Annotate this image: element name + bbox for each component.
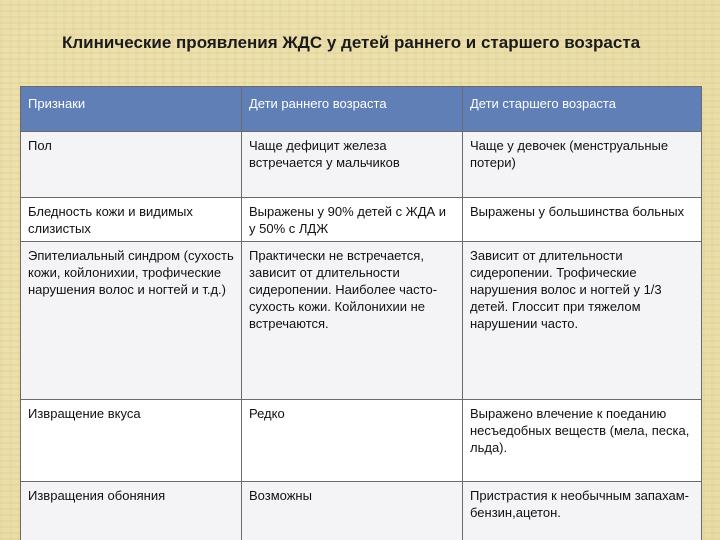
cell-early: Возможны	[242, 482, 463, 540]
cell-older: Выражены у большинства больных	[463, 198, 702, 242]
table-row	[21, 132, 702, 198]
table-row	[21, 198, 702, 242]
table-row	[21, 400, 702, 482]
cell-early: Редко	[242, 400, 463, 482]
table-header-row	[21, 87, 702, 132]
cell-early: Выражены у 90% детей с ЖДА и у 50% с ЛДЖ	[242, 198, 463, 242]
cell-older: Чаще у девочек (менструальные потери)	[463, 132, 702, 198]
cell-sign: Пол	[21, 132, 242, 198]
table-row	[21, 242, 702, 400]
symptoms-table	[20, 86, 702, 540]
header-signs: Признаки	[21, 87, 242, 132]
header-older-age: Дети старшего возраста	[463, 87, 702, 132]
cell-sign: Эпителиальный синдром (сухость кожи, койлонихии, трофические нарушения волос и ногтей и т.д.)	[21, 242, 242, 400]
cell-sign: Бледность кожи и видимых слизистых	[21, 198, 242, 242]
cell-older: Пристрастия к необычным запахам- бензин,ацетон.	[463, 482, 702, 540]
page-title: Клинические проявления ЖДС у детей раннего и старшего возраста	[62, 33, 641, 52]
cell-early: Чаще дефицит железа встречается у мальчиков	[242, 132, 463, 198]
header-early-age: Дети раннего возраста	[242, 87, 463, 132]
table-row	[21, 482, 702, 540]
cell-older: Зависит от длительности сидеропении. Трофические нарушения волос и ногтей у 1/3 детей. Глоссит при тяжелом нарушении часто.	[463, 242, 702, 400]
cell-sign: Извращение вкуса	[21, 400, 242, 482]
cell-older: Выражено влечение к поеданию несъедобных веществ (мела, песка, льда).	[463, 400, 702, 482]
cell-sign: Извращения обоняния	[21, 482, 242, 540]
cell-early: Практически не встречается, зависит от длительности сидеропении. Наиболее часто-сухость кожи. Койлонихии не встречаются.	[242, 242, 463, 400]
